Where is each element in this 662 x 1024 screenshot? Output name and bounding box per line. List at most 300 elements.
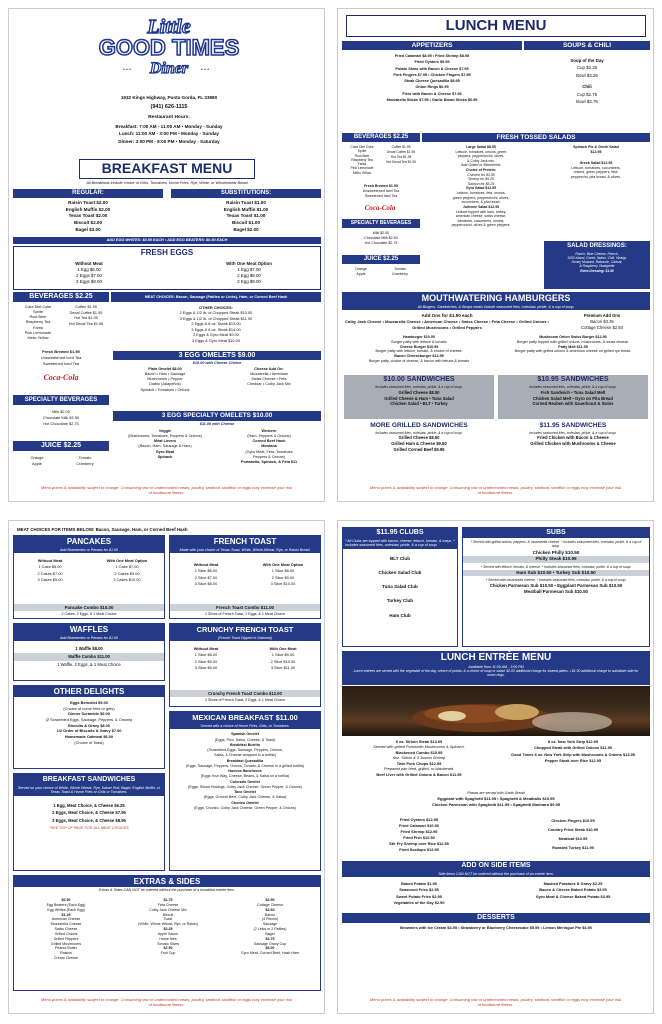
- fried-left: [342, 817, 496, 853]
- list-item: 1/2 Order of Biscuits & Gravy $7.00: [56, 728, 122, 734]
- list-item: Meatloaf $10.95: [558, 835, 588, 841]
- egg-addon-bar: ADD EGG WHITES: $0.50 EACH • ADD EGG BEATERS: $0.50 EACH: [13, 237, 321, 244]
- list-item: Sweetened Iced Tea: [364, 194, 398, 199]
- list-item: Cranberry: [76, 460, 94, 466]
- list-item: 3 Eggs & 1/2 lb. of Chopped Steak $11.00: [179, 315, 253, 321]
- list-item: Ranch, Blue Cheese, French,: [575, 251, 619, 256]
- price-label: $6.50: [61, 898, 71, 902]
- list-item: Texas Toast $1.00: [226, 213, 266, 219]
- list-item: Raspberry Tea: [351, 157, 373, 162]
- list-item: Grilled Cheese $8.50: [398, 390, 440, 395]
- list-item: Mello Yellow: [352, 170, 372, 175]
- salads-left-list: [422, 145, 540, 228]
- list-item: Gyro Meat: [155, 449, 175, 454]
- list-item: (Ham, Peppers & Onions): [247, 434, 291, 439]
- list-item: Bagel $2.00: [233, 226, 259, 232]
- list-item: Chorizo Omelet: [231, 800, 259, 805]
- list-item: Fish Sandwich • Tuna Salad Melt: [540, 390, 606, 395]
- plain-omelet-options: [113, 367, 217, 393]
- more-grilled-header: MORE GRILLED SANDWICHES: [370, 422, 468, 429]
- list-item: Cup $2.25: [576, 65, 598, 71]
- list-item: pepperoncini, olives & green peppers.: [451, 223, 511, 228]
- list-item: (Bacon, Ham, Sausage & Ham): [138, 444, 192, 449]
- list-item: (Choice of Toast): [74, 739, 104, 745]
- list-item: Hot Chocolate $2.75: [364, 241, 398, 246]
- list-item: Gyro Meat, Corned Beef, Hash Ham: [241, 951, 299, 956]
- list-item: Chicken Parmesan Sub $10.50 • Eggplant Parmesan Sub $10.50: [489, 582, 623, 588]
- list-item: Homemade Oatmeal $6.00: [64, 733, 114, 739]
- hamburgers-header: MOUTHWATERING HAMBURGERS: [342, 292, 650, 304]
- lunch-menu-page-2: [337, 520, 654, 1014]
- list-item: Dinner Scramble $9.00: [68, 711, 110, 717]
- list-item: Feta Cheese: [157, 902, 179, 907]
- list-item: 2 Cakes $9.00: [114, 570, 140, 576]
- list-item: Chicken Philly $10.50: [532, 549, 580, 555]
- list-item: 2 Eggs $7.00: [76, 273, 102, 279]
- list-item: Coffee $1.95: [75, 305, 97, 309]
- burgers-right: [496, 335, 650, 354]
- price-label: $1.75: [163, 898, 173, 902]
- list-item: Grilled Corned Beef $9.95: [393, 446, 445, 452]
- lunch-title-box: [346, 15, 646, 37]
- waffles-section: [13, 623, 165, 681]
- extras-note: Extras & Sides CAN NOT be ordered without the purchase of a breakfast entrée item.: [98, 888, 236, 892]
- list-item: Peanut Butter: [55, 946, 77, 951]
- omelets-subheader: $10.00 with Cheese Choice: [192, 361, 242, 365]
- sandwiches-1095-note: Includes seasoned fries, coleslaw, pickle, & a cup of soup.: [529, 384, 617, 389]
- list-item: Sprite: [33, 310, 43, 315]
- list-item: Hot Tea $1.95: [390, 154, 412, 159]
- list-item: american cheese, swiss cheese,: [455, 214, 507, 219]
- salad-dressings-box: [544, 241, 650, 289]
- list-item: 1 Slice $8.00: [194, 652, 218, 658]
- list-item: Fanta: [357, 162, 367, 167]
- list-item: Bacon: [264, 912, 276, 917]
- more-grilled-note: Includes seasoned fries, coleslaw, pickle, & a cup of soup.: [375, 430, 463, 435]
- juice-list-right: [61, 455, 109, 467]
- iced-tea-list: [13, 349, 109, 366]
- fresh-eggs-header: FRESH EGGS: [140, 248, 194, 257]
- sandwiches-10-header: $10.00 SANDWICHES: [383, 376, 455, 383]
- list-item: 6 oz. Sirloin Steak $13.95: [395, 739, 443, 744]
- hours-dinner: Dinner: 3:00 PM - 8:00 PM • Monday - Saturday: [118, 138, 220, 144]
- hours-title: Restaurant Hours:: [148, 115, 190, 120]
- list-item: Steak Cheese Quesadilla $8.95: [404, 79, 460, 83]
- other-delights-header: OTHER DELIGHTS: [14, 686, 164, 697]
- list-item: Burger patty with lettuce, tomato, & choice of cheese.: [375, 349, 463, 354]
- list-item: Colby Jack Cheese Mix: [149, 907, 187, 912]
- list-item: Gyro Meat & Cheese Baked Potato $3.95: [535, 893, 611, 899]
- list-item: $12.95: [590, 149, 602, 154]
- regular-header: REGULAR:: [13, 189, 163, 198]
- list-item: Bagel: [265, 931, 275, 936]
- list-item: Chicken Salad Melt • Gyro on Pita Bread: [533, 395, 613, 401]
- svg-text:GOOD TIMES: GOOD TIMES: [98, 35, 240, 60]
- mexican-breakfast-section: [169, 711, 321, 871]
- entree-right: [496, 739, 650, 764]
- entree-left: [342, 739, 496, 777]
- list-item: Portabella, Spinach, & Feta $11: [240, 459, 298, 464]
- list-item: Corned Reuben with Sauerkraut & Swiss: [532, 401, 614, 407]
- side-items-header: ADD ON SIDE ITEMS: [342, 861, 650, 871]
- pasta-block: [342, 791, 650, 808]
- list-item: Bowl $3.75: [576, 99, 598, 105]
- list-item: Grilled Ham & Cheese $9.50: [391, 441, 447, 447]
- lunch-sodas-list: [342, 145, 382, 175]
- list-item: Burger patty, choice of cheese, & bacon with lettuce & tomato: [368, 359, 470, 364]
- list-item: Diablo (Jalapeños): [149, 382, 181, 387]
- list-item: 2 Eggs & 1/2 lb. of Chopped Steak $10.00: [179, 310, 253, 316]
- list-item: 3 Slice $9.00: [194, 664, 218, 670]
- svg-text:• • •: • • •: [201, 67, 210, 73]
- price-label: $2.50: [163, 946, 173, 951]
- list-item: Meatball Parmesan Sub $10.50: [524, 589, 588, 595]
- beverages-header: BEVERAGES $2.25: [13, 292, 109, 302]
- list-item: Huevos Rancheros: [228, 769, 262, 774]
- salads-right-list: [542, 145, 650, 180]
- french-toast-subheader: Made with your choice of Texas Toast, White, Whole,Wheat, Rye, or Raisin Bread.: [170, 547, 320, 553]
- list-item: 1 Waffle, 2 Eggs, & 1 Meat Choice: [57, 662, 121, 668]
- list-item: Hot Chocolate $2.75: [43, 420, 79, 426]
- desserts-list: Brownies with Ice Cream $4.95 • Strawberry or Blueberry Cheesecake $5.95 • Lemon Meringue Pie $4.95: [400, 926, 592, 930]
- list-item: 2 Eggs, Meat Choice, & Cheese $7.95: [52, 810, 126, 816]
- list-item: Milk $2.00: [52, 409, 70, 414]
- footer-disclaimer: Menu prices & availability subject to change. Consuming raw or undercooked meats, poultry, seafood, shellfish or eggs may increase your risk of foodborne illness.: [369, 484, 622, 495]
- soups-header: SOUPS & CHILI: [524, 41, 650, 50]
- list-item: Country Fried Steak $10.95: [548, 826, 598, 832]
- list-item: Bacon Cheeseburger $12.95: [394, 354, 444, 359]
- specialty-omelets-right: [217, 429, 321, 465]
- crunchy-header: CRUNCHY FRENCH TOAST: [170, 624, 320, 635]
- list-item: Raspberry Tea: [25, 320, 51, 325]
- column-header: With One Meat: [269, 646, 297, 651]
- list-item: Hot Decaf Tea $1.95: [386, 159, 416, 164]
- list-item: Turkey Club: [386, 598, 414, 604]
- list-item: Mushroom Onion Swiss Burger $12.95: [539, 335, 607, 339]
- list-item: (White, Whole Wheat, Rye, or Raisin): [138, 922, 198, 927]
- list-item: Meat Lovers: [153, 439, 177, 444]
- list-item: Grilled Peppers: [53, 936, 79, 941]
- list-item: Served with grilled Portobello Mushrooms & Spinach.: [373, 744, 465, 750]
- list-item: Egg Whites (Each Egg): [47, 907, 85, 912]
- list-item: Lettuce topped with ham, turkey,: [455, 209, 507, 214]
- list-item: 1 Slice $6.00: [194, 568, 218, 574]
- list-item: (Eggs, Sausage, Peppers, Onions, Tomato, & Cheese in a grilled tortilla): [186, 763, 304, 768]
- list-item: Tuna Salad Club: [382, 584, 418, 590]
- specialty-omelets-subheader: $11.00 with Cheese: [199, 422, 235, 426]
- list-item: Mello Yellow: [27, 335, 49, 340]
- salads-header: FRESH TOSSED SALADS: [422, 133, 650, 142]
- lunch-specialty-header: SPECIALTY BEVERAGES: [342, 219, 420, 228]
- list-item: 3 Eggs & Gyro Meat $10.00: [191, 337, 240, 343]
- list-item: Bagel $3.00: [75, 226, 101, 232]
- extras-sides-section: [13, 875, 321, 991]
- specialty-omelets-left: [113, 429, 217, 460]
- list-item: Montana: [261, 444, 277, 449]
- list-item: cucumbers, & pita bread.: [461, 200, 501, 205]
- mexican-header: MEXICAN BREAKFAST $11.00: [170, 712, 320, 723]
- price-label: $2.60: [265, 907, 275, 912]
- french-toast-header: FRENCH TOAST: [170, 536, 320, 547]
- list-item: Chicken for $3.50: [467, 172, 495, 177]
- list-item: 1 Egg $6.00: [77, 267, 101, 273]
- sandwiches-1095-box: [498, 375, 648, 419]
- footer-disclaimer: Menu prices & availability subject to change. Consuming raw or undercooked meats, poultry, seafood, shellfish or eggs may increase your risk of foodborne illness.: [40, 996, 293, 1007]
- list-item: Lettuce, tomatoes, feta, onions,: [456, 191, 506, 196]
- list-item: Mozzarella Sticks $7.95 • Garlic Bread Sticks $6.95: [386, 97, 478, 102]
- list-item: Add Grilled or Blackened:: [461, 163, 501, 168]
- list-item: & Raspberry Vinaigrette: [579, 264, 615, 269]
- list-item: Ham Sub $10.50 • Turkey Sub $10.50: [463, 570, 649, 577]
- list-item: (Eggs, Sliced Hotdogs, Colby Jack Cheese, Green Pepper, & Onions): [188, 784, 302, 789]
- lunch-juice-left: [342, 267, 380, 277]
- list-item: 1 Slice $9.00: [271, 652, 295, 658]
- juice-list-left: [13, 455, 61, 467]
- list-item: 3 Cakes $9.00: [37, 576, 63, 582]
- list-item: Burger patty with lettuce & tomato: [391, 339, 447, 344]
- diner-logo-graphic: [89, 13, 249, 79]
- sandwiches-1195-note: Includes seasoned fries, coleslaw, pickle, & a cup of soup.: [529, 430, 617, 435]
- list-item: 3 Eggs $8.00: [76, 279, 102, 285]
- list-item: Salsa, & Cheese wrapped in a tortilla): [214, 753, 276, 758]
- eggs-without-meat: [24, 261, 154, 286]
- list-item: Patty Melt $11.95: [558, 344, 588, 349]
- lunch-menu-page: [337, 8, 654, 502]
- list-item: Cranberry: [392, 272, 408, 277]
- list-item: Root Beer: [354, 153, 370, 158]
- list-item: (2 Scrambled Eggs, Sausage, Peppers, & Onions): [45, 716, 133, 722]
- list-item: Unsweetened Iced Tea: [40, 354, 82, 360]
- list-item: Coke Diet Coke: [350, 145, 374, 149]
- list-item: Chicken Salad • BLT • Turkey: [390, 401, 448, 407]
- column-header: With One Meat Option: [226, 261, 272, 266]
- lunch-beverages-header: BEVERAGES $2.25: [342, 133, 420, 142]
- lunch-iced-tea-list: [342, 184, 420, 200]
- list-item: Root Beer: [29, 315, 47, 320]
- list-item: Grilled Cheese & Ham • Tuna Salad: [384, 395, 454, 401]
- specialty-beverages-list: [13, 409, 109, 427]
- list-item: 3 Eggs & 6 oz. Steak $14.00: [191, 326, 241, 332]
- list-item: Spinach: [157, 454, 173, 459]
- list-item: Spanish Omelet: [231, 732, 259, 737]
- other-choices: [111, 305, 321, 343]
- list-item: Baked Potato $1.95: [401, 881, 437, 886]
- list-item: Mozzarella Cheese: [50, 922, 82, 927]
- addons-list: Colby Jack Cheese • Mozzarella Cheese • American Cheese • Swiss Cheese • Feta Cheese • Grilled Onions • Grilled Mushrooms • Grilled Peppers: [345, 319, 549, 330]
- subs-section: [462, 527, 650, 647]
- list-item: Texas Toast $2.00: [68, 213, 108, 219]
- list-item: Twin Pork Chops $12.95: [396, 760, 442, 766]
- column-header: With One Meat Option: [262, 562, 304, 567]
- mexican-subheader: Served with a choice of Home Fries, Grits, or Tomatoes.: [170, 723, 320, 729]
- list-item: (Eggs, Chorizo, Colby Jack Cheese, Green Pepper, & Onions): [194, 805, 296, 810]
- fresh-brewed: Fresh Brewed $1.95: [42, 349, 80, 354]
- list-item: Chicken Fingers $10.95: [551, 818, 595, 823]
- premium-addons-block: [554, 313, 650, 331]
- list-item: Swiss Cheese: [54, 927, 78, 932]
- list-item: Lettuce, tomatoes, onions, green: [455, 149, 507, 154]
- diner-logo: [89, 13, 249, 79]
- fresh-brewed: Fresh Brewed $1.95: [364, 184, 398, 188]
- page-title: LUNCH MENU: [445, 17, 547, 34]
- entree-banner: [342, 651, 650, 685]
- hours-breakfast: Breakfast: 7:00 AM - 11:00 AM • Monday - Sunday: [115, 124, 223, 129]
- list-item: American Cheese: [51, 917, 81, 922]
- list-item: tomatoes, cucumbers, onions,: [457, 218, 505, 223]
- list-item: Choice of Protein:: [465, 168, 497, 173]
- clubs-header: $11.95 CLUBS: [343, 528, 457, 538]
- list-item: 1 Cake $5.00: [38, 564, 62, 570]
- list-item: (Mushrooms, Tomatoes, Peppers & Onions): [128, 434, 202, 439]
- list-item: peppercini, pita bread, & olives.: [570, 175, 622, 180]
- list-item: Shrimp for $6.25: [468, 177, 494, 182]
- list-item: Eggplant with Spaghetti $11.95 • Spaghetti & Meatballs $10.95: [437, 796, 555, 802]
- list-item: Cottage Cheese: [257, 902, 283, 907]
- list-item: Biscuit: [162, 912, 174, 917]
- list-item: Julienne Salad $12.95: [462, 204, 500, 209]
- list-item: 2 Eggs & Gyro Meat $9.00: [193, 332, 239, 338]
- footer-disclaimer: Menu prices & availability subject to change. Consuming raw or undercooked meats, poultry, seafood, shellfish or eggs may increase your risk of foodborne illness.: [369, 996, 622, 1007]
- list-item: 2 Slice $10.00: [270, 658, 296, 664]
- list-item: green peppers, pepperoncini, olives,: [452, 195, 510, 200]
- other-choices-header: OTHER CHOICES:: [199, 305, 233, 310]
- breakfast-note: All Breakfasts include choice of Grits, Tomatoes, Home Fries, Rye, White, or Wholewheat Bread: [86, 181, 248, 185]
- footer-disclaimer: Menu prices & availability subject to change. Consuming raw or undercooked meats, poultry, seafood, shellfish or eggs may increase your risk of foodborne illness.: [40, 484, 293, 495]
- list-item: Bacon $3.25: [590, 318, 614, 324]
- list-item: Chopped Steak with Grilled Onions $11.95: [534, 745, 612, 751]
- phone: (941) 626-1115: [150, 104, 188, 110]
- hours-list: [59, 123, 279, 145]
- list-item: English Muffin $1.00: [223, 206, 269, 212]
- list-item: & Colby Jack mix.: [467, 158, 495, 163]
- lunch-specialty-list: [342, 231, 420, 247]
- list-item: Raisin Toast $2.00: [68, 200, 108, 205]
- hot-drinks-list: [63, 305, 109, 328]
- list-item: Spinach • Tomatoes • Onions: [140, 387, 190, 392]
- price-label: $2.50: [265, 898, 275, 902]
- list-item: Tomato: [78, 455, 92, 460]
- list-item: Swiss Cheese • Feta: [251, 377, 287, 382]
- sandwiches-10-note: Includes seasoned fries, coleslaw, pickle, & a cup of soup.: [375, 384, 463, 389]
- fried-right: [496, 817, 650, 853]
- list-item: Unsweetened Iced Tea: [362, 189, 400, 194]
- sandwiches-10-box: [344, 375, 494, 419]
- specialty-omelets-header: 3 EGG SPECIALTY OMELETS $10.00: [113, 411, 321, 421]
- pancake-combo-desc: 2 Cakes, 2 Eggs, & 1 Meat Choice: [61, 612, 117, 616]
- entree-header: LUNCH ENTRÉE MENU: [440, 652, 552, 663]
- list-item: Cheddar • Colby Jack Mix: [247, 382, 291, 387]
- list-item: Egg Beaters (Each Egg): [46, 902, 86, 907]
- list-item: 2 Egg $8.00: [237, 273, 261, 279]
- list-item: (Eggs, Pico, Salsa, Cheese, & Toast): [214, 737, 276, 742]
- list-item: Pork Fingers $7.95 • Chicken Fingers $7.95: [393, 72, 471, 77]
- list-item: Roasted Turkey $11.95: [552, 844, 594, 850]
- svg-text:Little: Little: [147, 16, 191, 38]
- crunchy-subheader: (French Toast Dipped in Oatmeal): [170, 635, 320, 641]
- list-item: peppers, pepperoncini, olives,: [457, 154, 505, 159]
- list-item: Sausage Gravy Cup: [253, 941, 287, 946]
- list-item: Apple Sauce: [157, 931, 179, 936]
- list-item: Eggs Benedict $9.00: [70, 700, 108, 705]
- breakfast-menu-page-2: [8, 520, 325, 1014]
- list-item: Lettuce, tomatoes, cucumbers,: [571, 165, 621, 170]
- list-item: Cream Cheese: [53, 956, 79, 961]
- list-item: Grilled Cheese $8.50: [398, 435, 440, 441]
- list-item: Chicken Salad Club: [378, 569, 422, 575]
- substitutions-list: [171, 200, 321, 233]
- list-item: Potato Skins with Bacon & Cheese $7.95: [395, 66, 469, 71]
- lunch-hot-drinks-list: [380, 145, 422, 165]
- sandwiches-1195-block: [498, 422, 648, 447]
- list-item: Biscuits & Gravy $8.00: [68, 722, 110, 728]
- list-item: Blackened Combo $15.95: [395, 749, 443, 755]
- list-item: Bacon • Ham • Sausage: [144, 372, 186, 377]
- list-item: 3 Cakes $10.00: [113, 576, 141, 582]
- list-item: Sweet Potato Fries $2.95: [396, 893, 442, 899]
- list-item: Tomato: [394, 267, 406, 271]
- list-item: 3 Slice $10.00: [270, 580, 296, 586]
- list-item: Philly Steak $10.95: [463, 556, 649, 563]
- list-item: Pink Lemonade: [24, 330, 52, 335]
- list-item: English Muffin $2.00: [65, 206, 111, 212]
- addons-header: Add Ons for $1.50 each: [421, 313, 473, 318]
- list-item: Fanta: [33, 325, 43, 330]
- list-item: Hot Decaf Tea $1.95: [68, 322, 104, 327]
- column-header: Without Meat: [75, 261, 103, 266]
- list-item: Hamburger $10.00: [403, 335, 435, 339]
- coca-cola-logo: Coca-Cola: [364, 204, 396, 212]
- list-item: Burger patty with grilled onions & american cheese on grilled rye bread.: [514, 349, 632, 354]
- list-item: 3 Slice $11.00: [270, 664, 296, 670]
- list-item: Biscuit $2.00: [73, 219, 103, 225]
- hamburgers-subheader: All Burgers, Sandwiches, & Wraps meals include seasoned fries, coleslaw, pickle, & a cup of soup.: [342, 304, 650, 310]
- breakfast-sandwiches-section: [13, 773, 165, 871]
- list-item: 1 Slice $8.00: [271, 568, 295, 574]
- regular-list: [13, 200, 163, 233]
- other-delights-section: [13, 685, 165, 769]
- list-item: 1 Egg, Meat Choice, & Cheese $6.25: [53, 802, 125, 808]
- entree-note: Lunch entrées are served with the vegetable of the day, choice of potato, & a choice of soup or salad. $2.00 additional charge for shared plates. • $1.00 additional charge to substitute side for onion rings.: [353, 668, 639, 678]
- list-item: Peppers & Onions): [252, 454, 286, 459]
- list-item: Fried Calamari $8.95 • Fried Shrimp $8.95: [394, 54, 470, 58]
- list-item: Orange: [30, 455, 44, 460]
- list-item: Vegetables of the Day $2.50: [393, 899, 445, 905]
- list-item: 2 Slice $9.00: [271, 574, 295, 580]
- list-item: Hot Tea $1.95: [74, 316, 98, 321]
- list-item: (Eggs, Ground Beef, Colby Jack Cheese, & Salsa): [203, 795, 287, 800]
- list-item: 1 Waffle $8.00: [75, 646, 103, 652]
- sides-left: [342, 881, 496, 906]
- clubs-section: [342, 527, 458, 647]
- list-item: 1 Egg $7.00: [237, 267, 261, 273]
- list-item: 6oz. Sirloin & 3 Jumbo Shrimp: [392, 755, 446, 761]
- list-item: Gyro Salad $12.95: [465, 186, 497, 191]
- list-item: (Choice of home fries or grits): [63, 705, 115, 711]
- list-item: 1000 Island, Greek, Italian, Chili, Vinaigr,: [567, 255, 627, 260]
- list-item: Chocolate Milk $2.50: [364, 236, 398, 241]
- list-item: Cottage Cheese $2.50: [581, 324, 623, 330]
- list-item: 1 Cake $7.00: [115, 564, 139, 570]
- list-item: Sprite: [357, 149, 367, 154]
- list-item: 2 Slice $7.00: [194, 574, 218, 580]
- list-item: (Eggs Your Way, Cheese, Beans, & Salsa on a tortilla): [200, 774, 290, 779]
- cheese-addon-options: [217, 367, 321, 388]
- premium-header: Premium Add Ons: [583, 313, 621, 318]
- list-item: 8 oz. New York Strip $12.95: [547, 739, 599, 744]
- column-header: Without Meat: [193, 562, 219, 567]
- list-item: Veggie: [158, 429, 172, 433]
- price-label: $5.00: [265, 946, 275, 951]
